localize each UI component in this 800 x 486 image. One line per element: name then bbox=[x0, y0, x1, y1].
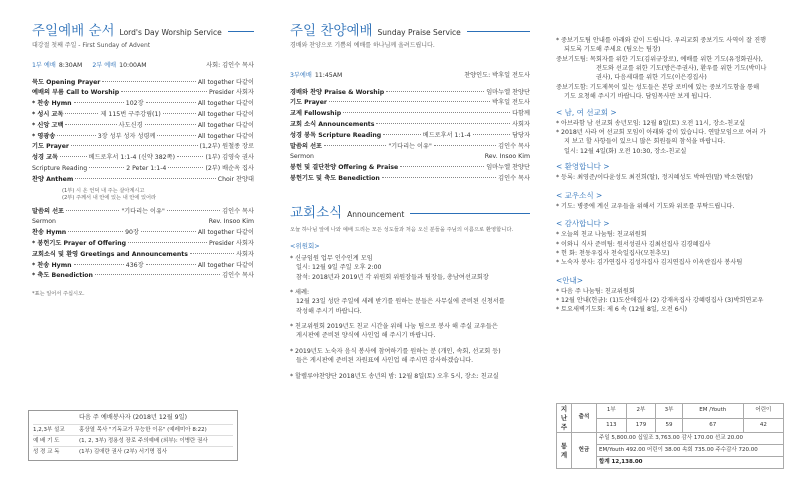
text-line: 전도와 선교를 위한 기도(방은주권사), 환우를 위한 기도(박미나 bbox=[596, 65, 767, 73]
service-times: 1부 예배 8:30AM 2부 예배 10:00AM 사회: 김인수 목사 bbox=[32, 62, 254, 70]
order-row: 성경 교독 베드로후서 1:1-4 (신약 382쪽) (1부) 김영숙 권사 bbox=[32, 154, 255, 162]
announcement-intro: 오늘 하나님 앞에 나와 예배 드리는 모든 성도들과 처음 오신 분들을 주님의 이름으로 환영합니다. bbox=[290, 227, 514, 234]
praise-order-list bbox=[290, 89, 530, 186]
guide-list bbox=[556, 288, 782, 315]
text-line: * 신규임원 업무 인수인계 모임 bbox=[290, 254, 373, 262]
order-row: 교회 소식 Announcements 사회자 bbox=[290, 121, 530, 129]
order-row: 찬양 Anthem Choir 찬양대 bbox=[32, 175, 254, 183]
order-row: * 성시 교독 제 115번 구주강림(1) All together 다같이 bbox=[32, 111, 255, 119]
text-line: 들은 게시판에 준비된 자원표에 사인업 해 주시면 감사하겠습니다. bbox=[296, 357, 474, 365]
text-line: 권사), 다음세대를 위한 기도(이은경집사) bbox=[596, 74, 707, 82]
text-line: * 할렐루야찬양단 2018년도 송년의 밤: 12월 8일(토) 오후 5시, 장소: 친교실 bbox=[290, 372, 499, 380]
text-line: 지 보고 할 사항들이 있으니 많은 회원들의 참석을 바랍니다. bbox=[564, 138, 726, 146]
worship-order-list-2 bbox=[32, 208, 254, 284]
order-row: 경배와 찬양 Praise & Worship 임마누엘 찬양단 bbox=[290, 88, 530, 96]
text-line: 기도 요청해 주시기 바랍니다. 담임목사만 보게 됩니다. bbox=[564, 93, 712, 101]
stats-side-label: 지난 주 bbox=[557, 404, 572, 433]
prayer-text: * 기도: 병중에 계신 교우들을 위해서 기도와 위로를 부탁드립니다. bbox=[556, 202, 735, 210]
text-line: 되도록 기도해 주세요 (팀오는 팀장) bbox=[564, 46, 661, 54]
text-line: 일시: 12월 9일 주일 오후 2:00 bbox=[296, 264, 382, 272]
thanks-list bbox=[556, 231, 782, 267]
offering-stats-table: 지난 주 출석 1부 2부 3부 EM /Youth 어린이 113 179 59 67 42 통계 헌금 주일 5,800.00 십일조 3,763.00 감사 170.00 선교 20.00 EM/Youth 492.00 어린이 38.00 속회 735.00 주수감사 720.00 합계 12,138.00 bbox=[556, 403, 784, 469]
praise-service-title: 주일 찬양예배 Sunday Praise Service bbox=[290, 22, 530, 40]
order-row: 성경 봉독 Scripture Reading 베드로후서 1:1-4 담당자 bbox=[290, 131, 530, 139]
order-row: 교회소식 및 환영 Greetings and Announcements 사회자 bbox=[32, 250, 254, 258]
order-row: Sermon Rev. Insoo Kim bbox=[32, 218, 254, 226]
next-week-servers: 다음 주 예배봉사자 (2018년 12월 9일) 1,2,3부 설교 홍상열 목사 "기독교가 무능한 이유" (예레미아 8:22) 예 배 기 도 (1, 2, 3부) 정용성 장로 주의예배 (외부): 이병란 권사 성 경 교 독 (1부) 김애란 권사 (2부) 서기명 집사 bbox=[28, 410, 238, 461]
worship-subtitle: 대강절 첫째 주일 - First Sunday of Advent bbox=[32, 42, 151, 50]
text-line: * 다음 주 나눔팀: 친교위원회 bbox=[556, 287, 635, 295]
text-line: * 친교위원회 2019년도 친교 시간을 위해 나눔 팀으로 봉사 해 주실 교우들은 bbox=[290, 323, 498, 331]
welcome-heading: < 환영합니다 > bbox=[556, 162, 610, 172]
order-row: 기도 Prayer 박후일 전도사 bbox=[290, 99, 530, 107]
order-row: * 축도 Benediction 김인수 목사 bbox=[32, 272, 254, 280]
intercession-info bbox=[556, 37, 782, 102]
order-row: 말씀의 선포 "기다리는 이유" 김인수 목사 bbox=[290, 142, 530, 150]
order-row: Sermon Rev. Insoo Kim bbox=[290, 153, 530, 161]
text-line: 12월 23일 성탄 주일에 세례 받기를 원하는 분들은 사무실에 준비된 신청서를 bbox=[296, 298, 505, 306]
order-row: 봉헌기도 및 축도 Benediction 김인수 목사 bbox=[290, 175, 530, 183]
standing-footnote: *표는 일어서 주십시오. bbox=[32, 291, 85, 298]
order-row: 교제 Fellowship 다함께 bbox=[290, 110, 530, 118]
text-line: * 노숙자 봉사: 김가연집사 김성자집사 김지연집사 이옥란집사 봉사팀 bbox=[556, 259, 743, 267]
committee-heading: <위원회> bbox=[290, 242, 320, 251]
order-row: Scripture Reading 2 Peter 1:1-4 (2부) 배순옥 집사 bbox=[32, 165, 255, 173]
text-line: 일시: 12월 4일(화) 오전 10:30, 장소-친교실 bbox=[564, 147, 687, 155]
prayer-heading: < 교우소식 > bbox=[556, 190, 603, 200]
text-line: 중보기도팀: 목회자를 위한 기도(김위규장로), 예배를 위한 기도(유정화권사), bbox=[556, 55, 763, 63]
text-line: * 헌 화: 천동우집사 천숙일집사(모친추모) bbox=[556, 249, 670, 257]
announcement-title: 교회소식 Announcement bbox=[290, 204, 530, 222]
text-line: * 아브라함 남 선교회 송년모임: 12월 8일(토) 오전 11시, 장소-친교실 bbox=[556, 119, 746, 127]
text-line: 작성해 주시기 바랍니다. bbox=[296, 307, 362, 315]
order-row: 봉헌 및 결단찬양 Offering & Praise 임마누엘 찬양단 bbox=[290, 164, 530, 172]
order-row: * 영광송 3장 성부 성자 성령께 All together 다같이 bbox=[32, 132, 255, 140]
worship-order-list bbox=[32, 79, 254, 187]
text-line: 중보기도함: 기도제목이 있는 성도들은 본당 로비에 있는 중보기도함을 통해 bbox=[556, 83, 760, 91]
duty-row: 1,2,3부 설교 홍상열 목사 "기독교가 무능한 이유" (예레미아 8:22) bbox=[33, 424, 233, 435]
anthem-lines: (1부) 시 온 언덕 내 주는 살아계시고 (2부) 주께서 내 안에 있는 내 안에 있어라 bbox=[62, 187, 157, 201]
thanks-heading: < 감사합니다 > bbox=[556, 219, 610, 229]
text-line: * 중보기도팀 안내를 아래와 같이 드립니다. 우리교회 중보기도 사역이 잘 진행 bbox=[556, 37, 767, 44]
announcement-list bbox=[290, 255, 530, 381]
guide-heading: <안내> bbox=[556, 275, 584, 285]
text-line: * 토요새벽기도회: 제 6 속 (12월 8일, 오전 6시) bbox=[556, 306, 688, 314]
order-row: * 신앙 고백 사도신경 All together 다같이 bbox=[32, 121, 254, 129]
text-line: * 이와니 식사 준비팀: 원서성권사 김최선집사 김경혜집사 bbox=[556, 240, 711, 248]
duty-row: 성 경 교 독 (1부) 김애란 권사 (2부) 서기명 집사 bbox=[33, 446, 233, 457]
mission-list bbox=[556, 120, 782, 156]
order-row: * 찬송 Hymn 102장 All together 다같이 bbox=[32, 100, 255, 108]
order-row: * 봉헌기도 Prayer of Offering Presider 사회자 bbox=[32, 240, 254, 248]
order-row: 말씀의 선포 "기다리는 이유" 김인수 목사 bbox=[32, 207, 254, 215]
worship-order-title: 주일예배 순서 Lord's Day Worship Service bbox=[32, 22, 254, 40]
order-row: 묵도 Opening Prayer All together 다같이 bbox=[32, 78, 254, 86]
order-row: 기도 Prayer (1,2부) 원철종 장로 bbox=[32, 143, 254, 151]
welcome-text: * 등록: 최영준/이다윤성도 최진희(딸), 정지혜성도 박하연(딸) 박소현(딸) bbox=[556, 174, 753, 182]
text-line: * 오늘의 친교 나눔팀: 친교위원회 bbox=[556, 231, 647, 239]
text-line: * 세례: bbox=[290, 289, 310, 297]
order-row: * 찬송 Hymn 436장 All together 다같이 bbox=[32, 261, 255, 269]
text-line: * 2019년도 노숙자 음식 봉사에 참여하기를 원하는 분 (개인, 속회, 선교회 등) bbox=[290, 347, 501, 355]
text-line: * 12월 안내(헌금): (1)도산애집사 (2) 강재옥집사 강혜령집사 (3)박희연교우 bbox=[556, 297, 764, 305]
text-line: 게시판에 준비된 양식에 사인업 해 주시기 바랍니다. bbox=[296, 332, 436, 340]
duty-row: 예 배 기 도 (1, 2, 3부) 정용성 장로 주의예배 (외부): 이병란 권사 bbox=[33, 435, 233, 446]
order-row: 찬송 Hymn 90장 All together 다같이 bbox=[32, 229, 255, 237]
text-line: * 2018년 사라 여 선교회 모임이 아래와 같이 있습니다. 연말모임으로 여러 가 bbox=[556, 129, 766, 136]
order-row: 예배의 부름 Call to Worship Presider 사회자 bbox=[32, 89, 254, 97]
praise-time: 3부예배 11:45AM 찬양인도: 박후일 전도사 bbox=[290, 72, 530, 80]
text-line: 참석: 2018년과 2019년 각 위원회 위원장들과 팀장들, 총남여선교회장 bbox=[296, 273, 489, 281]
mission-heading: < 남, 여 선교회 > bbox=[556, 107, 617, 117]
praise-service-column bbox=[276, 0, 538, 486]
praise-subtitle: 경배와 찬양으로 기쁨의 예배를 하나님께 올려드립니다. bbox=[290, 42, 435, 50]
